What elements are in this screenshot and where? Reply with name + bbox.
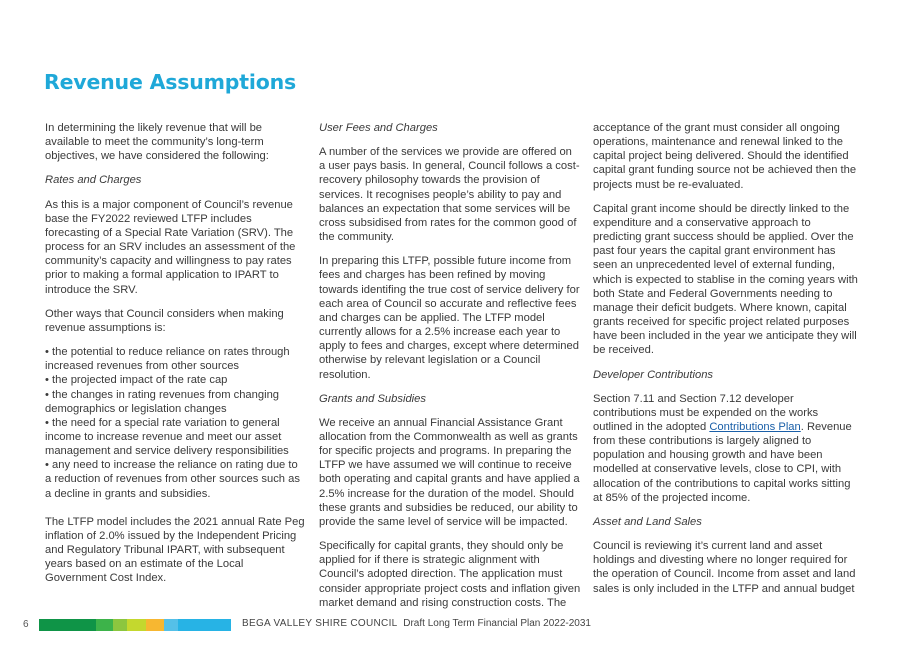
rate-peg-paragraph: The LTFP model includes the 2021 annual Rate Peg inflation of 2.0% issued by the Independent Pricing and Regulatory Tribunal IPART, with subsequent years based on an estimate of the Local Government Cost Index. <box>45 515 305 585</box>
list-item: • the potential to reduce reliance on rates through increased revenues from other sources <box>45 345 307 373</box>
column-2 <box>319 121 581 620</box>
fees-paragraph-2: In preparing this LTFP, possible future income from fees and charges has been refined by moving towards identifing the true cost of service delivery for each area of Council so accurate and reflective fees and charges can be applied. The LTFP model currently allows for a 2.5% increase each year to apply to fees and charges, except where determined otherwise by relevant legislation or a Council resolution. <box>319 255 580 381</box>
fees-heading: User Fees and Charges <box>319 122 438 134</box>
grants-continued-paragraph: acceptance of the grant must consider all ongoing operations, maintenance and renewal linked to the capital project being delivered. Should the identified capital grant funding source not be achieved then the projects must be re-evaluated. <box>593 122 857 191</box>
developer-contributions-paragraph <box>593 392 859 505</box>
document-name: Draft Long Term Financial Plan 2022-2031 <box>403 618 591 629</box>
capital-grant-paragraph: Capital grant income should be directly linked to the expenditure and a conservative approach to predicting grant success should be applied. Over the past four years the capital grant environment has seen an unprecedented level of external funding, which is expected to stablise in the coming years with both State and Federal Governments needing to manage their deficit budgets. Where known, capital grants received for specific project related purposes have been included in the year we anticipate they will be received. <box>593 202 858 357</box>
color-bar-segment <box>113 619 127 631</box>
intro-paragraph: In determining the likely revenue that will be available to meet the community’s long-term objectives, we have considered the following: <box>45 122 269 163</box>
rates-paragraph: As this is a major component of Council’s revenue base the FY2022 reviewed LTFP includes forecasting of a Special Rate Variation (SRV). The process for an SRV includes an assessment of the community’s capacity and willingness to pay rates prior to making a formal application to IPART to introduce the SRV. <box>45 198 296 296</box>
list-item: • the need for a special rate variation to general income to increase revenue and meet our asset management and service delivery responsibilities <box>45 416 307 458</box>
column-1 <box>45 121 307 596</box>
color-bar-segment <box>39 619 96 631</box>
developer-text-end: . Revenue from these contributions is largely aligned to population and housing growth and have been modelled at conservative levels, close to CPI, with allocation of the contributions to capital works sitting at 85% of the projected income. <box>593 420 852 504</box>
developer-text-start: Section 7.11 and Section 7.12 developer contributions must be expended on the works outlined in the adopted <box>593 392 819 433</box>
rates-heading: Rates and Charges <box>45 174 142 187</box>
page-number: 6 <box>23 619 29 630</box>
grants-paragraph-2: Specifically for capital grants, they should only be applied for if there is strategic alignment with Council’s adopted direction. The application must consider appropriate project costs and inflation given market demand and rising construction costs. The <box>319 540 581 609</box>
asset-sales-paragraph: Council is reviewing it’s current land and asset holdings and divesting where no longer required for the operation of Council. Income from asset and land sales is only included in the LTFP and annual budget <box>593 540 856 595</box>
color-bar-segment <box>146 619 164 631</box>
list-item: • the projected impact of the rate cap <box>45 373 307 387</box>
footer-title <box>242 618 591 629</box>
color-bar <box>39 619 231 631</box>
page-footer <box>0 618 917 634</box>
column-3 <box>593 121 859 606</box>
developer-contributions-heading: Developer Contributions <box>593 368 714 381</box>
grants-paragraph-1: We receive an annual Financial Assistance Grant allocation from the Commonwealth as well as grants for specific projects and programs. In preparing the LTFP we have assumed we will continue to receive both operating and capital grants and have applied a 2.5% increase for the duration of the model. Should these grants and subsidies be reduced, our ability to provide the same level of service will be impacted. <box>319 416 580 528</box>
color-bar-segment <box>164 619 178 631</box>
other-ways-paragraph: Other ways that Council considers when making revenue assumptions is: <box>45 307 284 334</box>
revenue-assumptions-list <box>45 345 307 501</box>
list-item: • any need to increase the reliance on rating due to a reduction of revenues from other sources such as a decline in grants and subsidies. <box>45 458 307 500</box>
asset-sales-heading: Asset and Land Sales <box>593 515 702 528</box>
list-item: • the changes in rating revenues from changing demographics or legislation changes <box>45 388 307 416</box>
color-bar-segment <box>96 619 113 631</box>
color-bar-segment <box>127 619 146 631</box>
color-bar-segment <box>178 619 231 631</box>
contributions-plan-link[interactable]: Contributions Plan <box>709 420 801 433</box>
organisation-name: BEGA VALLEY SHIRE COUNCIL <box>242 618 398 629</box>
page-title: Revenue Assumptions <box>44 70 296 94</box>
grants-heading: Grants and Subsidies <box>319 392 426 405</box>
fees-paragraph-1: A number of the services we provide are offered on a user pays basis. In general, Council follows a cost-recovery philosophy towards the provision of services. It recognises people’s ability to pay and balances an expectation that some services will be cross subsidised from rates for the common good of the community. <box>319 146 580 244</box>
